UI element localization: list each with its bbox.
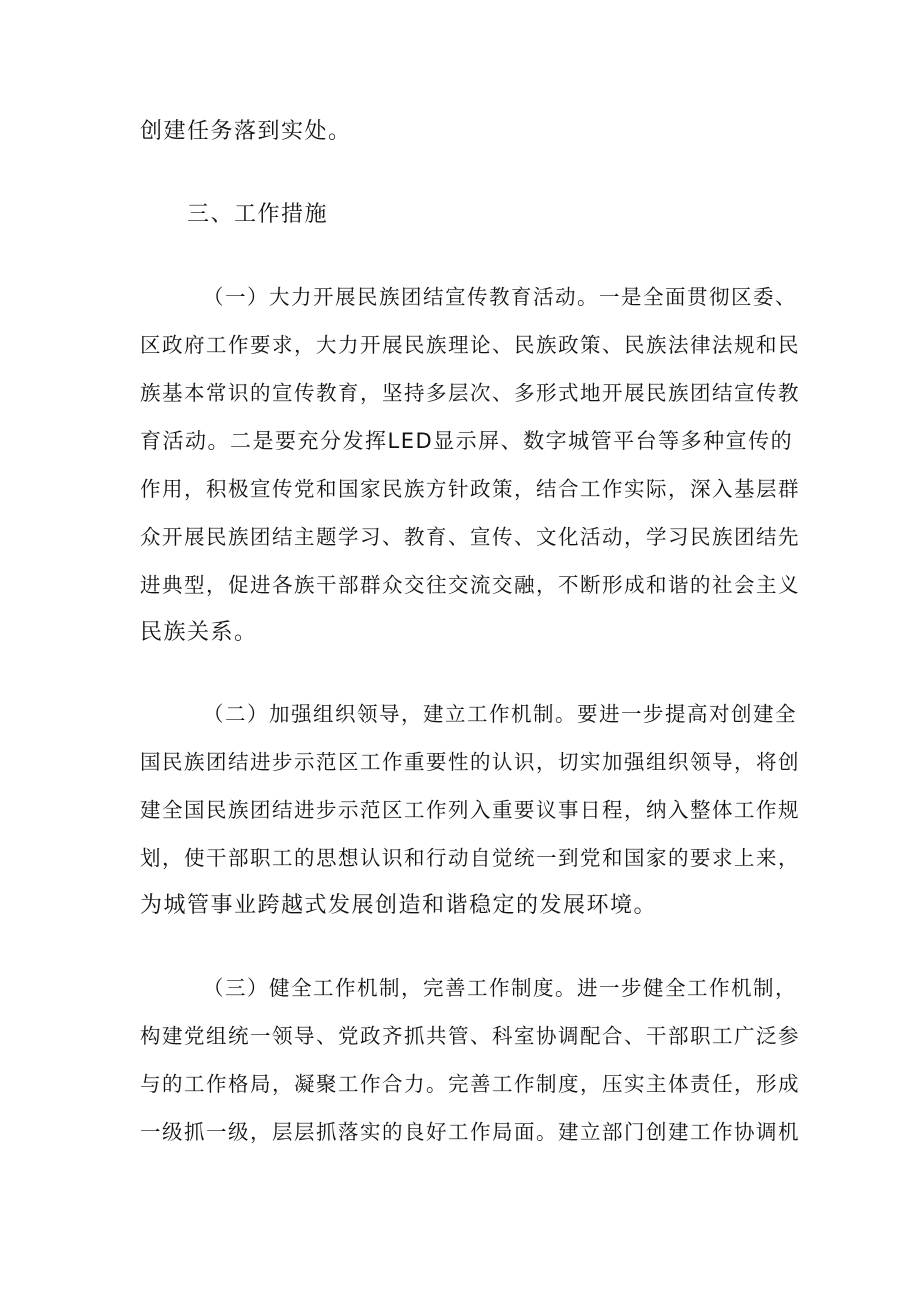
paragraph-2-line: 为城管事业跨越式发展创造和谐稳定的发展环境。 xyxy=(140,893,658,918)
paragraph-3-line: 构建党组统一领导、党政齐抓共管、科室协调配合、干部职工广泛参 xyxy=(140,1024,800,1048)
paragraph-2-line: （二）加强组织领导，建立工作机制。要进一步提高对创建全 xyxy=(203,702,797,726)
paragraph-1-line: 众开展民族团结主题学习、教育、宣传、文化活动，学习民族团结先 xyxy=(140,525,800,549)
paragraph-3-line: （三）健全工作机制，完善工作制度。进一步健全工作机制， xyxy=(203,976,797,1000)
paragraph-2-line: 建全国民族团结进步示范区工作列入重要议事日程，纳入整体工作规 xyxy=(140,798,800,822)
paragraph-1-line: 民族关系。 xyxy=(140,620,258,645)
paragraph-2-line: 国民族团结进步示范区工作重要性的认识，切实加强组织领导，将创 xyxy=(140,750,800,774)
paragraph-3-line: 一级抓一级，层层抓落实的良好工作局面。建立部门创建工作协调机 xyxy=(140,1120,800,1144)
text-line: 创建任务落到实处。 xyxy=(140,119,352,144)
section-heading: 三、工作措施 xyxy=(187,202,329,227)
paragraph-1-line: 区政府工作要求，大力开展民族理论、民族政策、民族法律法规和民 xyxy=(140,333,800,357)
paragraph-1-line: （一）大力开展民族团结宣传教育活动。一是全面贯彻区委、 xyxy=(203,285,797,309)
paragraph-1-line: 进典型，促进各族干部群众交往交流交融，不断形成和谐的社会主义 xyxy=(140,573,800,597)
paragraph-1-line: 育活动。二是要充分发挥LED显示屏、数字城管平台等多种宣传的 xyxy=(140,429,794,453)
paragraph-3-line: 与的工作格局，凝聚工作合力。完善工作制度，压实主体责任，形成 xyxy=(140,1072,800,1096)
paragraph-2-line: 划，使干部职工的思想认识和行动自觉统一到党和国家的要求上来， xyxy=(140,846,800,870)
paragraph-1-line: 作用，积极宣传党和国家民族方针政策，结合工作实际，深入基层群 xyxy=(140,477,800,501)
paragraph-1-line: 族基本常识的宣传教育，坚持多层次、多形式地开展民族团结宣传教 xyxy=(140,381,800,405)
